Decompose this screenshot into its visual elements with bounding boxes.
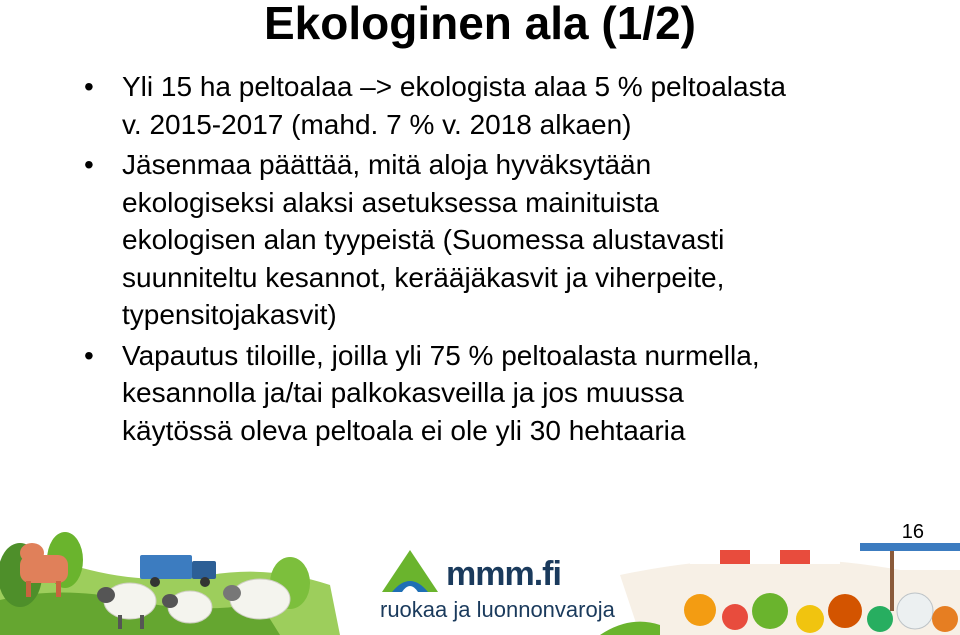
- page-number: 16: [901, 521, 924, 543]
- bullet-icon: •: [84, 71, 94, 102]
- logo-tagline: ruokaa ja luonnonvaroja: [380, 597, 615, 622]
- vegetable-icon: [722, 604, 748, 630]
- bullet-list: [80, 68, 940, 452]
- bullet-icon: •: [84, 149, 94, 180]
- vegetable-icon: [932, 606, 958, 632]
- vegetable-icon: [897, 593, 933, 629]
- vegetable-icon: [796, 605, 824, 633]
- slide-title: Ekologinen ala (1/2): [264, 0, 696, 49]
- mmm-logo: [378, 548, 615, 628]
- logo-text: mmm.fi: [446, 555, 561, 593]
- bullet-text: Jäsenmaa päättää, mitä aloja hyväksytään ekologiseksi alaksi asetuksessa mainituista ekologisen alan tyypeistä (Suomessa alustavasti suunniteltu kesannot, kerääjäkasvit ja viherpeite, typensitojakasvit): [122, 149, 725, 330]
- vegetable-icon: [867, 606, 893, 632]
- vegetable-icon: [684, 594, 716, 626]
- vegetable-icon: [752, 593, 788, 629]
- vegetable-icon: [828, 594, 862, 628]
- bullet-item: [80, 68, 940, 143]
- bullet-item: [80, 337, 940, 450]
- bullet-icon: •: [84, 339, 94, 371]
- bullet-text: Vapautus tiloille, joilla yli 75 % peltoalasta nurmella, kesannolla ja/tai palkokasveilla ja jos muussa käytössä oleva peltoala ei ole yli 30 hehtaaria: [122, 339, 760, 446]
- grass-shape: [600, 622, 660, 635]
- bullet-item: [80, 146, 940, 334]
- mmm-logo-mark-icon: [378, 548, 442, 596]
- bullet-text: Yli 15 ha peltoalaa –> ekologista alaa 5 % peltoalasta v. 2015-2017 (mahd. 7 % v. 2018 alkaen): [122, 71, 786, 140]
